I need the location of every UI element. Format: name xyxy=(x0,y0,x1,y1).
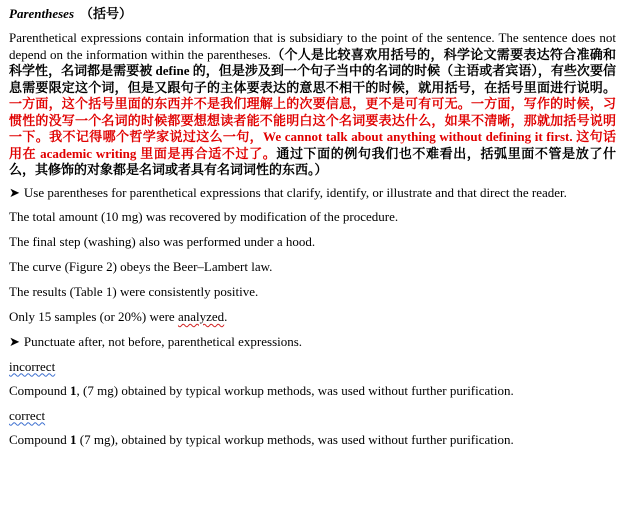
section-title xyxy=(9,6,616,22)
incorrect-example-rest: , (7 mg) obtained by typical workup methods, was used without further purification. xyxy=(76,382,514,398)
title-chinese: （括号） xyxy=(80,6,133,21)
title-english: Parentheses xyxy=(9,6,74,21)
incorrect-label xyxy=(9,359,616,376)
correct-label-text: correct xyxy=(9,407,46,423)
define-term: define xyxy=(155,63,190,78)
intro-chinese-3: 通过下面的例句我们也不难看出，括弧里面不管是放了什么，其修饰的对象都是名词或者具有名词词性的东西。） xyxy=(9,145,616,177)
intro-english: Parenthetical expressions contain information that is subsidiary to the point of the sentence. The sentence does not depend on the information within the parentheses. xyxy=(9,30,616,62)
example-5-text: Only 15 samples (or 20%) were xyxy=(9,309,178,324)
rule-bullet-2 xyxy=(9,334,616,351)
incorrect-example-start: Compound xyxy=(9,382,71,398)
example-sentence-4: The results (Table 1) were consistently positive. xyxy=(9,284,259,299)
example-sentence-1: The total amount (10 mg) was recovered by modification of the procedure. xyxy=(9,209,399,224)
spellcheck-marked-word: analyzed xyxy=(177,309,225,324)
correct-example-rest: (7 mg), obtained by typical workup methods, was used without further purification. xyxy=(76,431,514,447)
incorrect-example xyxy=(9,383,616,400)
rule-bullet-1 xyxy=(9,185,616,202)
compound-number: 1 xyxy=(70,431,77,447)
compound-number: 1 xyxy=(70,382,77,398)
rule-text-1: Use parentheses for parenthetical expressions that clarify, identify, or illustrate and that direct the reader. xyxy=(23,184,567,200)
intro-paragraph xyxy=(9,30,616,179)
intro-red-emphasis: 一方面，这个括号里面的东西并不是我们理解上的次要信息，更不是可有可无。一方面，写作的时候，习惯性的没写一个名词的时候都要想想读者能不能明白这个名词要表达什么，如果不清晰，那就加括号说明一下。我不记得哪个哲学家说过这么一句，We cannot talk about anything without defining it first. 这句话用在 academic writing 里面是再合适不过了。 xyxy=(9,96,616,161)
intro-chinese-1: （个人是比较喜欢用括号的，科学论文需要表达符合准确和科学性，名词都是需要被 xyxy=(9,46,616,78)
correct-label xyxy=(9,408,616,425)
example-sentence-5 xyxy=(9,309,616,326)
correct-example xyxy=(9,432,616,449)
arrow-bullet-icon: ➤ xyxy=(9,184,20,200)
example-sentence-3: The curve (Figure 2) obeys the Beer–Lambert law. xyxy=(9,259,273,274)
intro-chinese-2: 的，但是涉及到一个句子当中的名词的时候（主语或者宾语），有些次要信息需要限定这个词，但是又跟句子的主体要表达的意思不相干的时候，就用括号，在括号里面进行说明。 xyxy=(9,63,616,95)
arrow-bullet-icon: ➤ xyxy=(9,334,20,349)
correct-example-start: Compound xyxy=(9,431,71,447)
rule-text-2: Punctuate after, not before, parenthetical expressions. xyxy=(23,334,303,349)
example-5-end: . xyxy=(224,309,228,324)
incorrect-label-text: incorrect xyxy=(9,358,56,374)
example-sentence-2: The final step (washing) also was performed under a hood. xyxy=(9,234,316,249)
